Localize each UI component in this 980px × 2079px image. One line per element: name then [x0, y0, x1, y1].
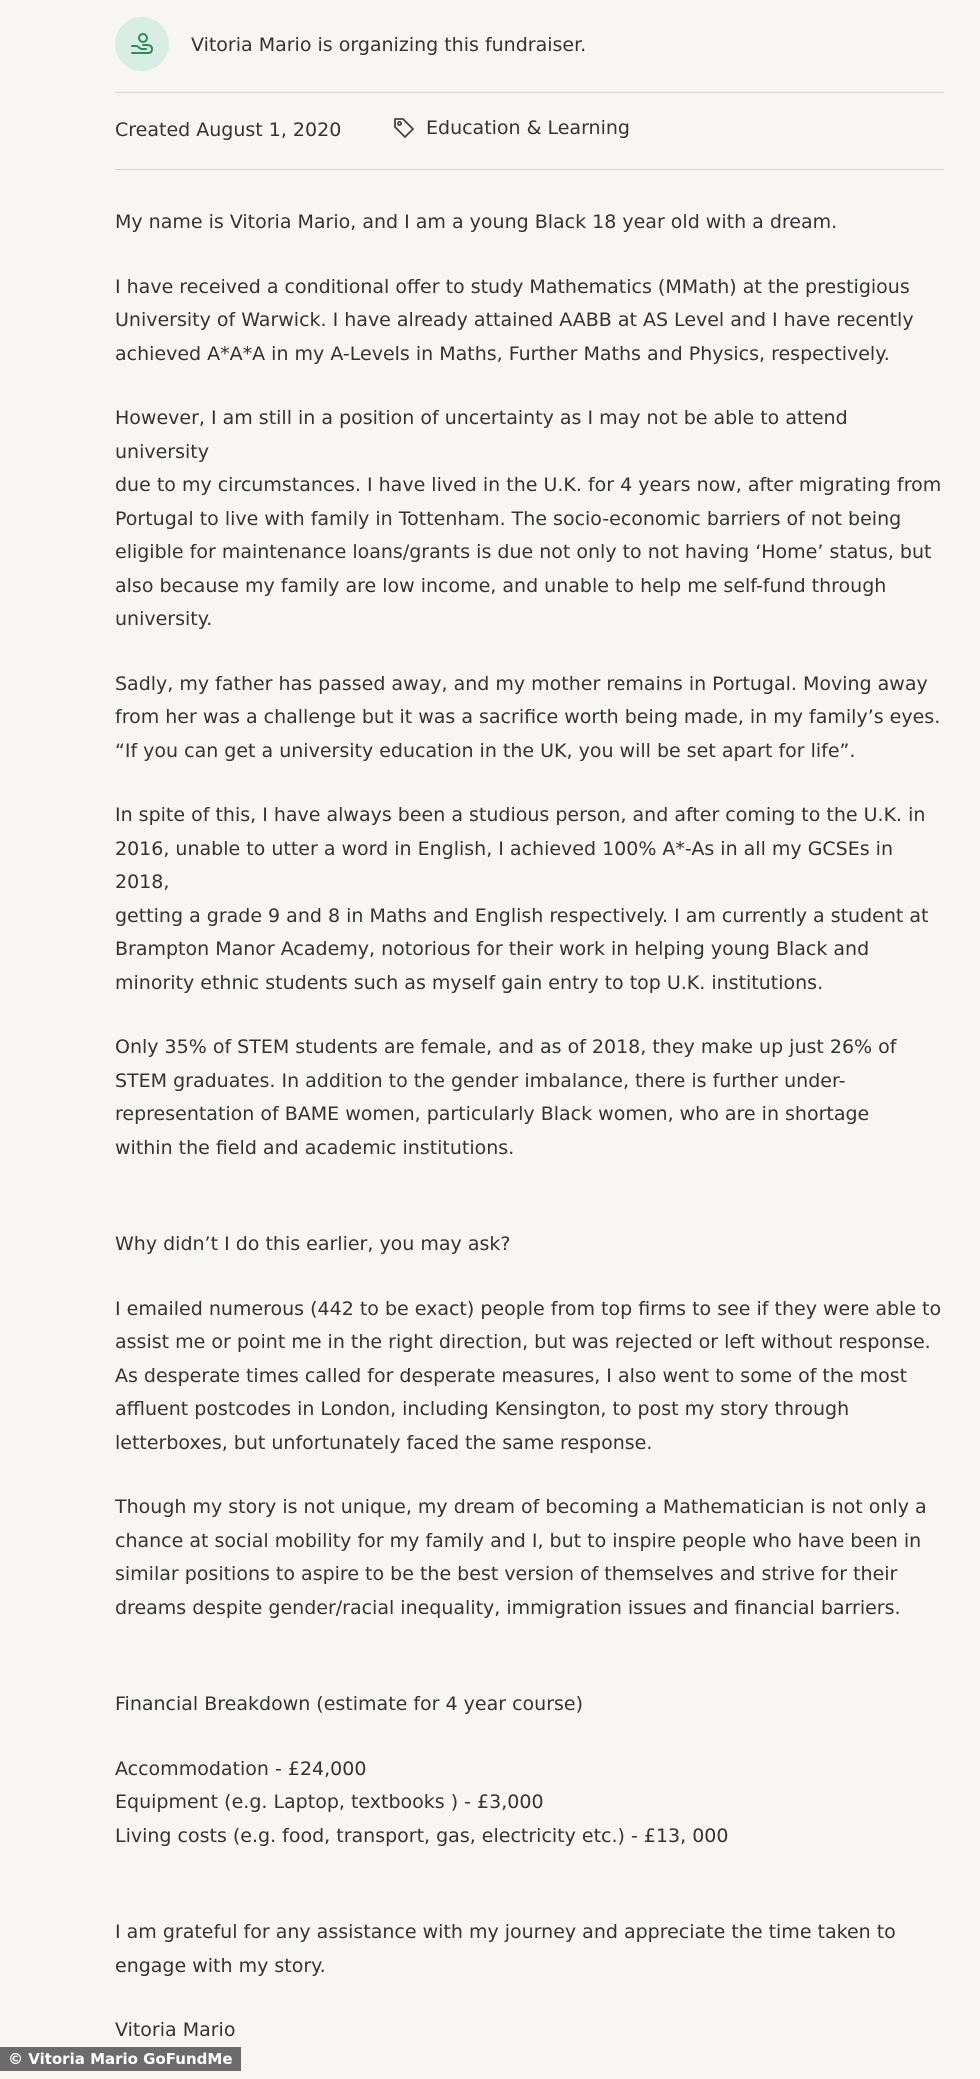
story-paragraph: I emailed numerous (442 to be exact) people from top firms to see if they were able to assist me or point me in the right direction, but was rejected or left without response. As desperate times called for desperate measures, I also went to some of the most affluent postcodes in London, including Kensington, to post my story through letterboxes, but unfortunately faced the same response. — [115, 1297, 942, 1454]
breakdown-item: Equipment (e.g. Laptop, textbooks ) - £3,000 — [115, 1791, 544, 1813]
breakdown-item: Accommodation - £24,000 — [115, 1757, 367, 1780]
story-paragraph: Why didn’t I do this earlier, you may ask? — [115, 1233, 511, 1255]
created-date: Created August 1, 2020 — [115, 119, 342, 141]
story-paragraph: Though my story is not unique, my dream of becoming a Mathematician is not only a chance at social mobility for my family and I, but to inspire people who have been in similar positions to aspire to be the best version of themselves and strive for their dreams despite gender/racial inequality, immigration issues and financial barriers. — [115, 1496, 927, 1619]
financial-breakdown-heading: Financial Breakdown (estimate for 4 year course) — [115, 1693, 584, 1715]
story-paragraph: In spite of this, I have always been a studious person, and after coming to the U.K. in 2016, unable to utter a word in English, I achieved 100% A*-As in all my GCSEs in 2018, getting a grade 9 and 8 in Maths and English respectively. I am currently a student at Brampton Manor Academy, notorious for their work in helping young Black and minority ethnic students such as myself gain entry to top U.K. institutions. — [115, 804, 929, 994]
financial-breakdown-list — [115, 1753, 945, 1854]
breakdown-item: Living costs (e.g. food, transport, gas, electricity etc.) - £13, 000 — [115, 1824, 729, 1847]
meta-row — [115, 93, 945, 169]
story-paragraph: Sadly, my father has passed away, and my mother remains in Portugal. Moving away from her was a challenge but it was a sacrifice worth being made, in my family’s eyes. “If you can get a university education in the UK, you will be set apart for life”. — [115, 672, 941, 762]
organizer-person-icon — [115, 17, 169, 71]
story-paragraph: I have received a conditional offer to study Mathematics (MMath) at the prestigious University of Warwick. I have already attained AABB at AS Level and I have recently achieved A*A*A in my A-Levels in Maths, Further Maths and Physics, respectively. — [115, 275, 914, 365]
story-text — [115, 170, 945, 2048]
organizer-row — [115, 0, 945, 92]
story-paragraph: However, I am still in a position of uncertainty as I may not be able to attend university due to my circumstances. I have lived in the U.K. for 4 years now, after migrating from Portugal to live with family in Tottenham. The socio-economic barriers of not being eligible for maintenance loans/grants is due not only to not having ‘Home’ status, but also because my family are low income, and unable to help me self-fund through university. — [115, 407, 942, 630]
story-signature: Vitoria Mario — [115, 2019, 236, 2041]
category-label: Education & Learning — [426, 117, 630, 139]
category-link[interactable] — [392, 115, 630, 141]
fundraiser-story-panel — [115, 0, 945, 2079]
story-paragraph: I am grateful for any assistance with my journey and appreciate the time taken to engage with my story. — [115, 1921, 896, 1977]
story-paragraph: Only 35% of STEM students are female, and as of 2018, they make up just 26% of STEM graduates. In addition to the gender imbalance, there is further under- representation of BAME women, particularly Black women, who are in shortage within the field and academic institutions. — [115, 1036, 897, 1159]
photo-credit: © Vitoria Mario GoFundMe — [0, 2047, 241, 2071]
organizer-text: Vitoria Mario is organizing this fundraiser. — [191, 34, 587, 56]
story-paragraph: My name is Vitoria Mario, and I am a young Black 18 year old with a dream. — [115, 211, 838, 233]
tag-icon — [392, 116, 416, 140]
